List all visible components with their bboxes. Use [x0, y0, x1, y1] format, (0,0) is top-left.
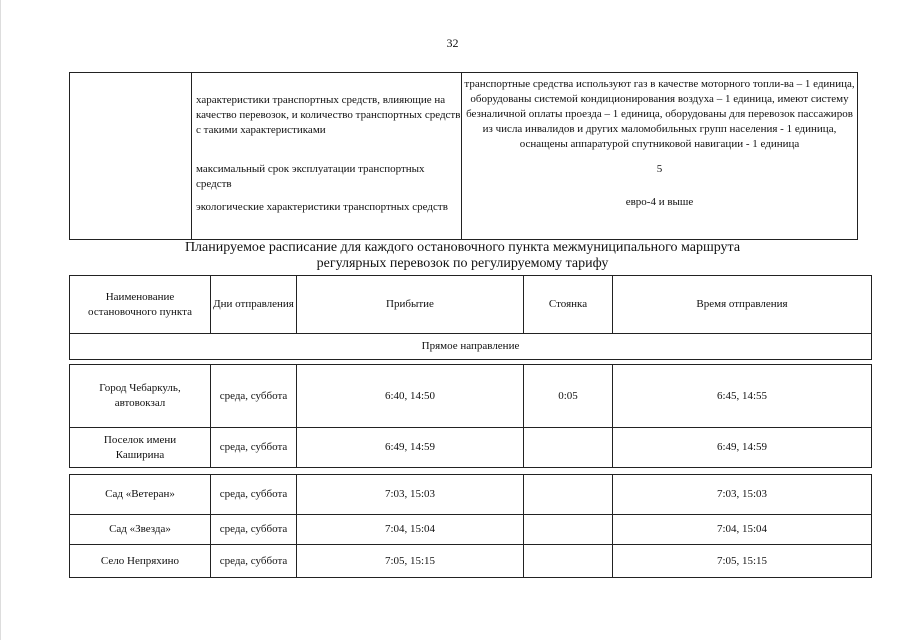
table-row [70, 545, 872, 578]
stop-name-cell: Поселок имени Каширина [70, 428, 211, 468]
schedule-title-line1: Планируемое расписание для каждого остановочного пункта межмуниципального маршрута [184, 240, 741, 255]
departure-cell: 7:03, 15:03 [613, 475, 872, 515]
stop-time-cell [524, 515, 613, 545]
arrival-cell: 7:03, 15:03 [297, 475, 524, 515]
departure-cell: 7:04, 15:04 [613, 515, 872, 545]
stop-name-cell: Сад «Ветеран» [70, 475, 211, 515]
stop-time-cell: 0:05 [524, 365, 613, 428]
max-service-life-value: 5 [656, 163, 663, 175]
max-service-life-label: максимальный срок эксплуатации транспортных средств [196, 163, 425, 190]
days-cell: среда, суббота [211, 428, 297, 468]
schedule-title [69, 240, 856, 272]
stop-time-cell [524, 428, 613, 468]
page-number: 32 [446, 36, 459, 50]
header-stop-name: Наименование остановочного пункта [70, 276, 211, 334]
days-cell: среда, суббота [211, 475, 297, 515]
empty-cell [70, 73, 192, 240]
schedule-table [69, 275, 872, 578]
stop-name-cell: Город Чебаркуль, автовокзал [70, 365, 211, 428]
departure-cell: 7:05, 15:15 [613, 545, 872, 578]
arrival-cell: 6:40, 14:50 [297, 365, 524, 428]
schedule-title-line2: регулярных перевозок по регулируемому тарифу [316, 256, 609, 271]
days-cell: среда, суббота [211, 365, 297, 428]
days-cell: среда, суббота [211, 545, 297, 578]
vehicle-characteristics-value: транспортные средства используют газ в качестве моторного топли-ва – 1 единица, оборудованы системой кондиционирования воздуха – 1 единица, имеют систему безналичной оплаты проезда – 1 единица, оборудованы для перевозок пассажиров из числа инвалидов и других маломобильных групп населения - 1 единица, оснащены аппаратурой спутниковой навигации - 1 единица [464, 78, 855, 150]
days-cell: среда, суббота [211, 515, 297, 545]
table-row [70, 428, 872, 468]
page-edge-line [0, 0, 1, 640]
characteristics-labels-cell [192, 73, 462, 240]
arrival-cell: 7:05, 15:15 [297, 545, 524, 578]
ecological-value: евро-4 и выше [625, 196, 694, 208]
header-stop-time: Стоянка [524, 276, 613, 334]
direction-row [70, 334, 872, 360]
ecological-label: экологические характеристики транспортных средств [196, 201, 448, 213]
table-row [70, 515, 872, 545]
spacer-cell [70, 468, 872, 475]
arrival-cell: 7:04, 15:04 [297, 515, 524, 545]
header-days: Дни отправления [211, 276, 297, 334]
table-row [70, 365, 872, 428]
departure-cell: 6:49, 14:59 [613, 428, 872, 468]
stop-name-cell: Село Непряхино [70, 545, 211, 578]
stop-time-cell [524, 475, 613, 515]
table-header-row [70, 276, 872, 334]
stop-name-cell: Сад «Звезда» [70, 515, 211, 545]
stop-time-cell [524, 545, 613, 578]
table-row [70, 475, 872, 515]
characteristics-values-cell [462, 73, 858, 240]
direction-label: Прямое направление [70, 334, 872, 360]
arrival-cell: 6:49, 14:59 [297, 428, 524, 468]
spacer-row [70, 468, 872, 475]
characteristics-table [69, 72, 858, 240]
header-arrival: Прибытие [297, 276, 524, 334]
header-departure: Время отправления [613, 276, 872, 334]
vehicle-characteristics-label: характеристики транспортных средств, влияющие на качество перевозок, и количество транспортных средств с такими характеристиками [196, 94, 461, 136]
departure-cell: 6:45, 14:55 [613, 365, 872, 428]
